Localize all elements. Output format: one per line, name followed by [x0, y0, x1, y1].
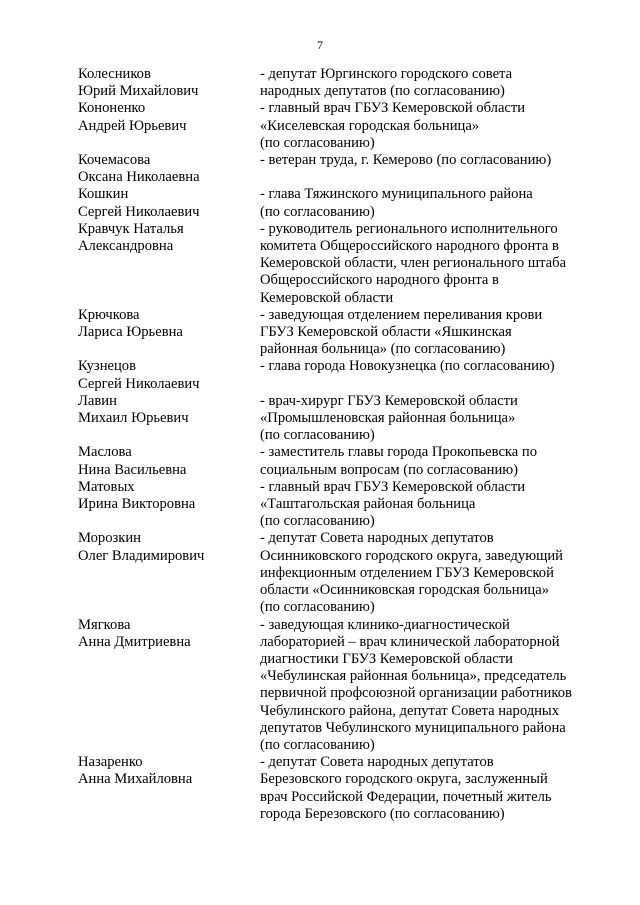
page-number: 7 [317, 38, 323, 52]
member-description [260, 152, 598, 186]
member-entry [78, 152, 598, 186]
member-entry [78, 530, 598, 616]
member-description-line: - главный врач ГБУЗ Кемеровской области [260, 478, 526, 495]
member-entry [78, 754, 598, 823]
member-description [260, 221, 598, 307]
member-name [78, 393, 260, 445]
member-name-line: Матовых [78, 478, 135, 495]
member-description-line: - глава города Новокузнецка (по согласованию) [260, 358, 555, 375]
member-entry [78, 617, 598, 755]
member-description-line: «Промышленовская районная больница» [260, 410, 516, 427]
member-name-line: Кошкин [78, 186, 129, 203]
member-name [78, 100, 260, 152]
member-description-line: - главный врач ГБУЗ Кемеровской области [260, 100, 526, 117]
member-description-line: - заместитель главы города Прокопьевска по [260, 444, 538, 461]
member-description-line: (по согласованию) [260, 203, 375, 220]
member-name-line: Анна Дмитриевна [78, 633, 191, 650]
member-name [78, 754, 260, 823]
member-description [260, 358, 598, 392]
member-description-line: (по согласованию) [260, 599, 375, 616]
member-description-line [260, 169, 598, 186]
member-description-line: - заведующая отделением переливания крови [260, 306, 543, 323]
member-name [78, 152, 260, 186]
member-description-line [260, 376, 598, 393]
member-description-line: «Таштагольская районая больница [260, 496, 476, 513]
member-name [78, 617, 260, 755]
member-description-line: диагностики ГБУЗ Кемеровской области [260, 650, 513, 667]
member-description-line: Чебулинского района, депутат Совета народных [260, 702, 560, 719]
member-entry [78, 358, 598, 392]
member-description [260, 186, 598, 220]
member-description-line: первичной профсоюзной организации работников [260, 685, 572, 702]
member-name-line: Кононенко [78, 100, 146, 117]
member-name [78, 186, 260, 220]
member-description-line: - депутат Юргинского городского совета [260, 66, 513, 82]
member-name [78, 221, 260, 307]
member-description-line: - депутат Совета народных депутатов [260, 754, 494, 771]
member-description [260, 100, 598, 152]
member-description [260, 444, 598, 478]
member-name-line: Сергей Николаевич [78, 203, 200, 220]
member-entry [78, 100, 598, 152]
member-description [260, 530, 598, 616]
member-name [78, 479, 260, 531]
member-description [260, 617, 598, 755]
member-list [78, 66, 598, 823]
member-name-line: Морозкин [78, 530, 141, 547]
member-entry [78, 307, 598, 359]
member-description-line: - врач-хирург ГБУЗ Кемеровской области [260, 392, 518, 409]
member-description-line: Общероссийского народного фронта в [260, 272, 499, 289]
member-description-line: города Березовского (по согласованию) [260, 805, 505, 822]
member-description-line: (по согласованию) [260, 427, 375, 444]
member-description [260, 393, 598, 445]
member-description [260, 66, 598, 100]
member-name [78, 358, 260, 392]
member-name-line: Крючкова [78, 306, 140, 323]
member-description-line: Кемеровской области, член регионального штаба [260, 255, 567, 272]
member-name [78, 530, 260, 616]
member-name-line: Анна Михайловна [78, 771, 193, 788]
member-name-line: Нина Васильевна [78, 461, 187, 478]
member-description-line: районная больница» (по согласованию) [260, 341, 506, 358]
member-name-line: Ирина Викторовна [78, 496, 196, 513]
member-name-line: Кравчук Наталья [78, 220, 184, 237]
member-entry [78, 444, 598, 478]
member-description-line: области «Осинниковская городская больница» [260, 582, 549, 599]
member-entry [78, 479, 598, 531]
member-description-line: инфекционным отделением ГБУЗ Кемеровской [260, 564, 554, 581]
member-description-line: врач Российской Федерации, почетный житель [260, 788, 552, 805]
member-name-line: Лавин [78, 392, 117, 409]
member-name-line: Мягкова [78, 616, 131, 633]
member-description [260, 307, 598, 359]
member-description-line: социальным вопросам (по согласованию) [260, 461, 519, 478]
member-description-line: - руководитель регионального исполнительного [260, 220, 558, 237]
member-description-line: Березовского городского округа, заслуженный [260, 771, 548, 788]
member-description-line: ГБУЗ Кемеровской области «Яшкинская [260, 324, 512, 341]
member-entry [78, 221, 598, 307]
member-description-line: «Чебулинская районная больница», председатель [260, 668, 567, 685]
member-description-line: - заведующая клинико-диагностической [260, 616, 510, 633]
member-name-line: Кузнецов [78, 358, 136, 375]
member-name [78, 307, 260, 359]
member-name-line: Андрей Юрьевич [78, 117, 187, 134]
member-name-line: Олег Владимирович [78, 547, 205, 564]
member-name-line: Назаренко [78, 754, 143, 771]
member-name-line: Михаил Юрьевич [78, 410, 189, 427]
member-description-line: (по согласованию) [260, 513, 375, 530]
member-name-line: Сергей Николаевич [78, 375, 200, 392]
member-description-line: народных депутатов (по согласованию) [260, 83, 505, 100]
member-name [78, 444, 260, 478]
member-description [260, 479, 598, 531]
member-entry [78, 393, 598, 445]
member-entry [78, 66, 598, 100]
member-name-line: Оксана Николаевна [78, 169, 200, 186]
member-description-line: - депутат Совета народных депутатов [260, 530, 494, 547]
member-name [78, 66, 260, 100]
member-description-line: (по согласованию) [260, 134, 375, 151]
member-description-line: лабораторией – врач клинической лабораторной [260, 633, 560, 650]
member-entry [78, 186, 598, 220]
member-description-line: депутатов Чебулинского муниципального района [260, 719, 566, 736]
member-name-line: Маслова [78, 444, 132, 461]
member-description-line: Осинниковского городского округа, заведующий [260, 547, 563, 564]
member-description-line: «Киселевская городская больница» [260, 117, 480, 134]
member-name-line: Лариса Юрьевна [78, 324, 183, 341]
member-description-line: (по согласованию) [260, 736, 375, 753]
member-description-line: - глава Тяжинского муниципального района [260, 186, 533, 203]
member-description-line: Кемеровской области [260, 289, 394, 306]
member-name-line: Юрий Михайлович [78, 83, 199, 100]
member-description-line: комитета Общероссийского народного фронта в [260, 238, 559, 255]
member-description [260, 754, 598, 823]
member-name-line: Кочемасова [78, 152, 151, 169]
member-description-line: - ветеран труда, г. Кемерово (по согласованию) [260, 152, 552, 169]
member-name-line: Александровна [78, 238, 174, 255]
member-name-line: Колесников [78, 66, 151, 82]
